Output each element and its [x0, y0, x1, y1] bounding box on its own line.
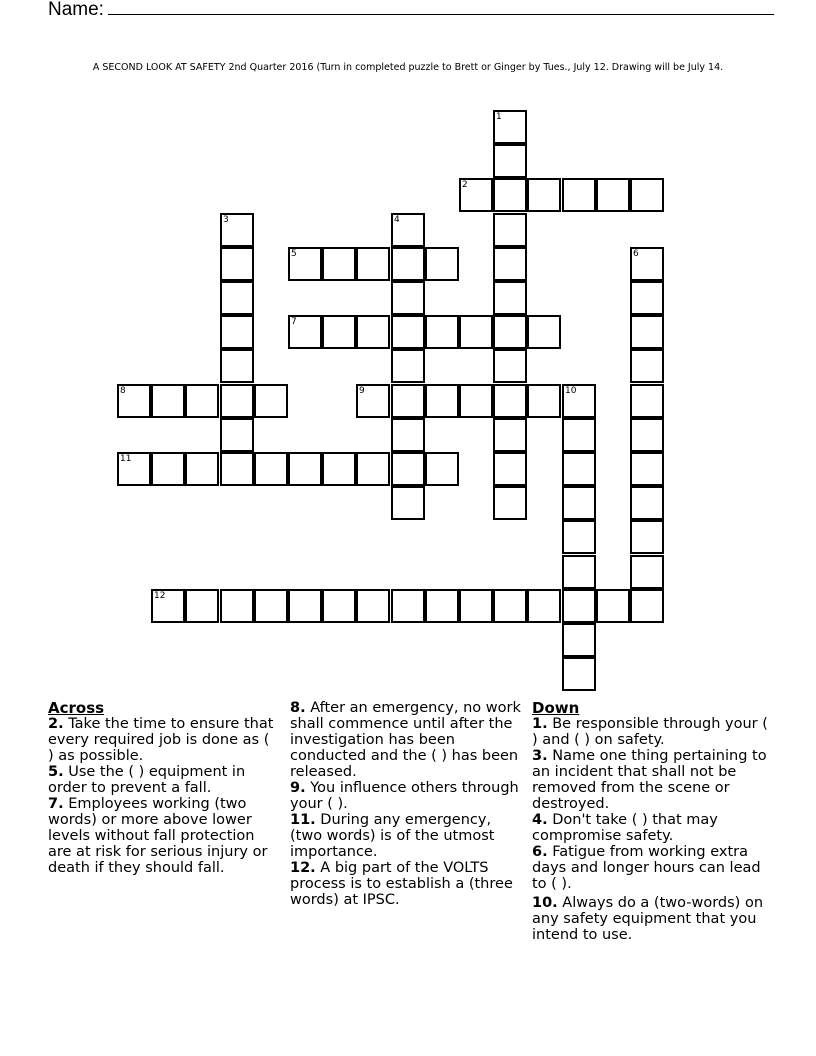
clue-number: 2.: [48, 716, 64, 732]
crossword-cell[interactable]: [493, 315, 527, 349]
cell-number: 2: [462, 180, 468, 190]
crossword-cell[interactable]: [391, 315, 425, 349]
crossword-cell[interactable]: [220, 589, 254, 623]
crossword-cell[interactable]: [562, 657, 596, 691]
crossword-cell[interactable]: [391, 281, 425, 315]
crossword-cell[interactable]: [562, 178, 596, 212]
crossword-cell[interactable]: [288, 589, 322, 623]
clue-across-8: [290, 700, 526, 780]
clue-text: A big part of the VOLTS process is to establish a (three words) at IPSC.: [290, 860, 513, 908]
crossword-cell[interactable]: [630, 555, 664, 589]
crossword-cell[interactable]: [151, 589, 185, 623]
crossword-cell[interactable]: [356, 315, 390, 349]
crossword-cell[interactable]: [220, 213, 254, 247]
crossword-cell[interactable]: [391, 247, 425, 281]
crossword-cell[interactable]: [630, 418, 664, 452]
clue-text: You influence others through your ( ).: [290, 780, 519, 812]
crossword-cell[interactable]: [493, 486, 527, 520]
clue-across-2: [48, 716, 278, 764]
crossword-cell[interactable]: [425, 315, 459, 349]
crossword-cell[interactable]: [493, 144, 527, 178]
clue-across-5: [48, 764, 278, 796]
name-label: Name:: [48, 0, 104, 20]
crossword-cell[interactable]: [425, 452, 459, 486]
crossword-cell[interactable]: [425, 589, 459, 623]
clue-text: Name one thing pertaining to an incident that shall not be removed from the scene or destroyed.: [532, 748, 767, 812]
crossword-cell[interactable]: [220, 452, 254, 486]
across-clues-column-2: [290, 700, 526, 908]
cell-number: 7: [291, 317, 297, 327]
clue-across-9: [290, 780, 526, 812]
crossword-cell[interactable]: [356, 589, 390, 623]
clue-number: 7.: [48, 796, 64, 812]
crossword-cell[interactable]: [288, 452, 322, 486]
crossword-cell[interactable]: [630, 349, 664, 383]
clue-text: After an emergency, no work shall commence until after the investigation has been conducted and the ( ) has been released.: [290, 700, 521, 780]
clue-text: Don't take ( ) that may compromise safety.: [532, 812, 718, 844]
clue-number: 6.: [532, 844, 548, 860]
crossword-cell[interactable]: [322, 589, 356, 623]
crossword-cell[interactable]: [322, 315, 356, 349]
clue-down-1: [532, 716, 768, 748]
crossword-cell[interactable]: [562, 418, 596, 452]
crossword-cell[interactable]: [527, 178, 561, 212]
clue-across-12: [290, 860, 526, 908]
clue-down-4: [532, 812, 768, 844]
clue-number: 8.: [290, 700, 306, 716]
crossword-cell[interactable]: [527, 589, 561, 623]
clue-across-7: [48, 796, 278, 876]
crossword-cell[interactable]: [425, 247, 459, 281]
crossword-cell[interactable]: [493, 247, 527, 281]
crossword-cell[interactable]: [493, 281, 527, 315]
cell-number: 12: [154, 591, 166, 601]
crossword-cell[interactable]: [356, 247, 390, 281]
clue-number: 3.: [532, 748, 548, 764]
clue-down-10: [532, 895, 768, 943]
crossword-cell[interactable]: [425, 384, 459, 418]
crossword-cell[interactable]: [391, 589, 425, 623]
crossword-cell[interactable]: [630, 486, 664, 520]
clue-text: During any emergency, (two words) is of the utmost importance.: [290, 812, 495, 860]
crossword-cell[interactable]: [151, 452, 185, 486]
crossword-cell[interactable]: [630, 281, 664, 315]
clue-across-11: [290, 812, 526, 860]
crossword-cell[interactable]: [220, 315, 254, 349]
cell-number: 10: [565, 386, 577, 396]
crossword-cell[interactable]: [220, 418, 254, 452]
clue-number: 5.: [48, 764, 64, 780]
crossword-cell[interactable]: [630, 589, 664, 623]
clue-text: Use the ( ) equipment in order to prevent a fall.: [48, 764, 246, 796]
across-clues-column-1: [48, 700, 278, 876]
crossword-cell[interactable]: [596, 589, 630, 623]
crossword-cell[interactable]: [562, 520, 596, 554]
crossword-cell[interactable]: [288, 247, 322, 281]
crossword-cell[interactable]: [220, 384, 254, 418]
clue-text: Fatigue from working extra days and longer hours can lead to ( ).: [532, 844, 761, 892]
down-clues-column: [532, 700, 768, 943]
crossword-cell[interactable]: [493, 384, 527, 418]
crossword-cell[interactable]: [220, 247, 254, 281]
crossword-cell[interactable]: [527, 384, 561, 418]
crossword-cell[interactable]: [254, 384, 288, 418]
crossword-cell[interactable]: [185, 589, 219, 623]
crossword-cell[interactable]: [630, 520, 664, 554]
cell-number: 11: [120, 454, 132, 464]
clue-text: Take the time to ensure that every required job is done as ( ) as possible.: [48, 716, 274, 764]
crossword-cell[interactable]: [322, 247, 356, 281]
crossword-cell[interactable]: [220, 349, 254, 383]
down-heading: Down: [532, 699, 580, 717]
crossword-cell[interactable]: [391, 349, 425, 383]
puzzle-subtitle: A SECOND LOOK AT SAFETY 2nd Quarter 2016 (Turn in completed puzzle to Brett or Ginger by Tues., July 12. Drawing will be July 14.: [92, 62, 724, 73]
crossword-cell[interactable]: [562, 623, 596, 657]
cell-number: 9: [359, 386, 365, 396]
crossword-cell[interactable]: [391, 384, 425, 418]
crossword-cell[interactable]: [562, 486, 596, 520]
crossword-cell[interactable]: [391, 486, 425, 520]
crossword-cell[interactable]: [630, 247, 664, 281]
clue-text: Employees working (two words) or more above lower levels without fall protection are at risk for serious injury or death if they should fall.: [48, 796, 268, 876]
crossword-cell[interactable]: [185, 384, 219, 418]
cell-number: 1: [496, 112, 502, 122]
crossword-cell[interactable]: [630, 315, 664, 349]
crossword-cell[interactable]: [391, 452, 425, 486]
cell-number: 8: [120, 386, 126, 396]
crossword-cell[interactable]: [527, 315, 561, 349]
clue-down-3: [532, 748, 768, 812]
clue-number: 10.: [532, 895, 558, 911]
crossword-cell[interactable]: [493, 349, 527, 383]
crossword-cell[interactable]: [254, 452, 288, 486]
crossword-cell[interactable]: [596, 178, 630, 212]
crossword-cell[interactable]: [185, 452, 219, 486]
crossword-cell[interactable]: [493, 110, 527, 144]
crossword-cell[interactable]: [356, 452, 390, 486]
clue-number: 4.: [532, 812, 548, 828]
crossword-cell[interactable]: [459, 384, 493, 418]
crossword-cell[interactable]: [562, 555, 596, 589]
cell-number: 3: [223, 215, 229, 225]
crossword-cell[interactable]: [562, 589, 596, 623]
crossword-cell[interactable]: [356, 384, 390, 418]
crossword-cell[interactable]: [117, 452, 151, 486]
cell-number: 6: [633, 249, 639, 259]
crossword-cell[interactable]: [288, 315, 322, 349]
cell-number: 4: [394, 215, 400, 225]
clue-text: Always do a (two-words) on any safety equipment that you intend to use.: [532, 895, 764, 943]
crossword-cell[interactable]: [562, 384, 596, 418]
crossword-cell[interactable]: [151, 384, 185, 418]
cell-number: 5: [291, 249, 297, 259]
crossword-cell[interactable]: [493, 452, 527, 486]
crossword-cell[interactable]: [391, 418, 425, 452]
crossword-cell[interactable]: [459, 589, 493, 623]
crossword-cell[interactable]: [630, 178, 664, 212]
clue-number: 11.: [290, 812, 316, 828]
crossword-cell[interactable]: [254, 589, 288, 623]
crossword-cell[interactable]: [322, 452, 356, 486]
crossword-cell[interactable]: [493, 178, 527, 212]
crossword-cell[interactable]: [220, 281, 254, 315]
crossword-cell[interactable]: [391, 213, 425, 247]
clue-down-6: [532, 844, 768, 892]
crossword-cell[interactable]: [493, 589, 527, 623]
crossword-cell[interactable]: [562, 452, 596, 486]
crossword-cell[interactable]: [630, 384, 664, 418]
crossword-cell[interactable]: [459, 315, 493, 349]
clue-number: 12.: [290, 860, 316, 876]
crossword-cell[interactable]: [117, 384, 151, 418]
clue-number: 9.: [290, 780, 306, 796]
clue-text: Be responsible through your ( ) and ( ) on safety.: [532, 716, 768, 748]
across-heading: Across: [48, 699, 105, 717]
crossword-cell[interactable]: [493, 213, 527, 247]
crossword-cell[interactable]: [630, 452, 664, 486]
clue-number: 1.: [532, 716, 548, 732]
crossword-cell[interactable]: [493, 418, 527, 452]
crossword-cell[interactable]: [459, 178, 493, 212]
